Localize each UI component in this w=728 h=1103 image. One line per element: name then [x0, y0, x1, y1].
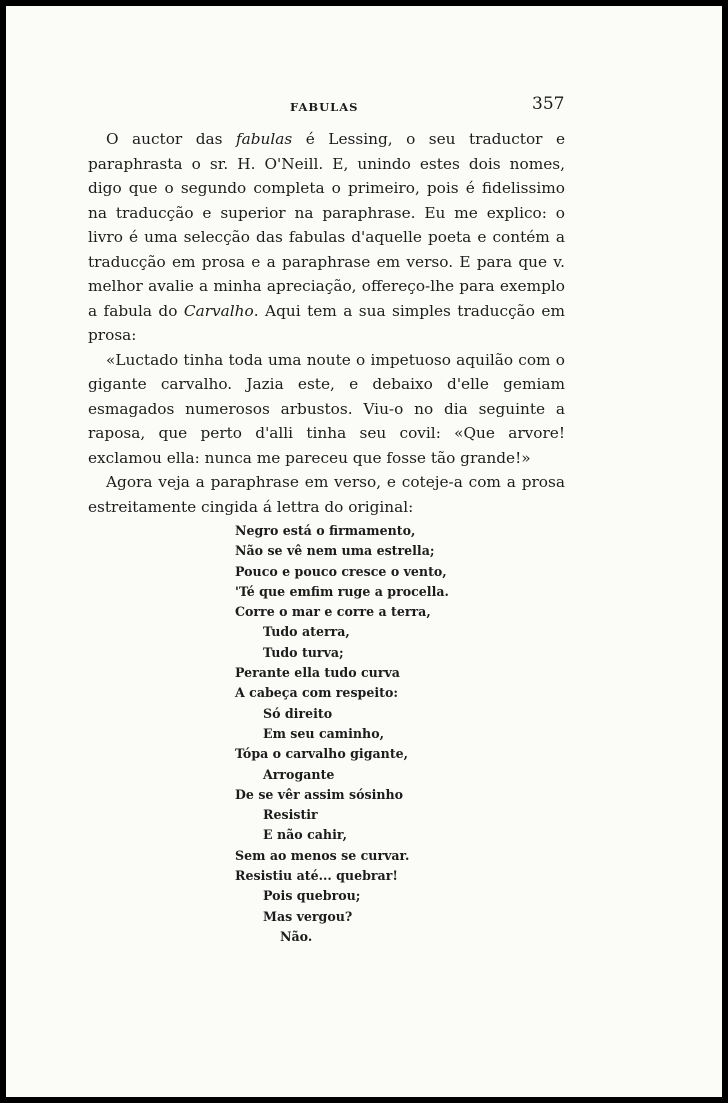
prose-body	[88, 127, 565, 519]
poem-line: Em seu caminho,	[263, 725, 384, 741]
poem-line: De se vêr assim sósinho	[235, 786, 404, 802]
poem-line: Negro está o firmamento,	[235, 523, 416, 538]
poem-line: Pois quebrou;	[263, 888, 361, 904]
book-page	[6, 6, 722, 1097]
running-title: FABULAS	[290, 100, 359, 114]
poem-line: Resistir	[263, 807, 318, 823]
paragraph-prose-translation: «Luctado tinha toda uma noute o impetuoso aquilão com o gigante carvalho. Jazia este, e debaixo d'elle gemiam esmagados numerosos arbustos. Viu-o no dia seguinte a raposa, que perto d'alli tinha seu covil: «Que arvore! exclamou ella: nunca me pareceu que fosse tão grande!»	[88, 350, 565, 467]
poem-line: Não.	[280, 928, 313, 944]
poem-line: Perante ella tudo curva	[235, 665, 400, 681]
poem	[235, 521, 449, 947]
poem-line: Sem ao menos se curvar.	[235, 847, 410, 863]
paragraph-text: . Aqui tem a sua simples traducção em prosa:	[88, 301, 565, 344]
poem-line: Resistiu até... quebrar!	[235, 868, 398, 884]
page-header	[6, 94, 722, 118]
paragraph-verse-intro: Agora veja a paraphrase em verso, e coteje-a com a prosa estreitamente cingida á lettra do original:	[88, 473, 565, 516]
italic-carvalho: Carvalho	[183, 301, 254, 320]
page-number: 357	[532, 94, 565, 114]
poem-line: Pouco e pouco cresce o vento,	[235, 563, 447, 579]
paragraph-text: é Lessing, o seu traductor e paraphrasta o sr. H. O'Neill. E, unindo estes dois nomes, digo que o segundo completa o primeiro, pois é fidelissimo na traducção e superior na paraphrase. Eu me explico: o livro é uma selecção das fabulas d'aquelle poeta e contém a traducção em prosa e a paraphrase em verso. E para que v. melhor avalie a minha apreciação, offereço-lhe para exemplo a fabula do	[88, 130, 565, 320]
poem-line: Só direito	[263, 705, 333, 721]
poem-line: Tudo aterra,	[263, 624, 350, 640]
poem-line: 'Té que emfim ruge a procella.	[235, 583, 449, 599]
poem-line: A cabeça com respeito:	[235, 685, 398, 701]
paragraph-intro	[88, 127, 565, 348]
poem-line: Tópa o carvalho gigante,	[235, 746, 409, 762]
poem-line: Mas vergou?	[263, 908, 353, 924]
paragraph-text: O auctor das	[106, 130, 236, 148]
italic-fabulas: fabulas	[235, 130, 293, 148]
poem-line: E não cahir,	[263, 827, 347, 843]
poem-line: Tudo turva;	[263, 644, 344, 660]
poem-line: Arrogante	[263, 766, 335, 782]
poem-line: Não se vê nem uma estrella;	[235, 543, 435, 559]
poem-line: Corre o mar e corre a terra,	[235, 604, 431, 620]
